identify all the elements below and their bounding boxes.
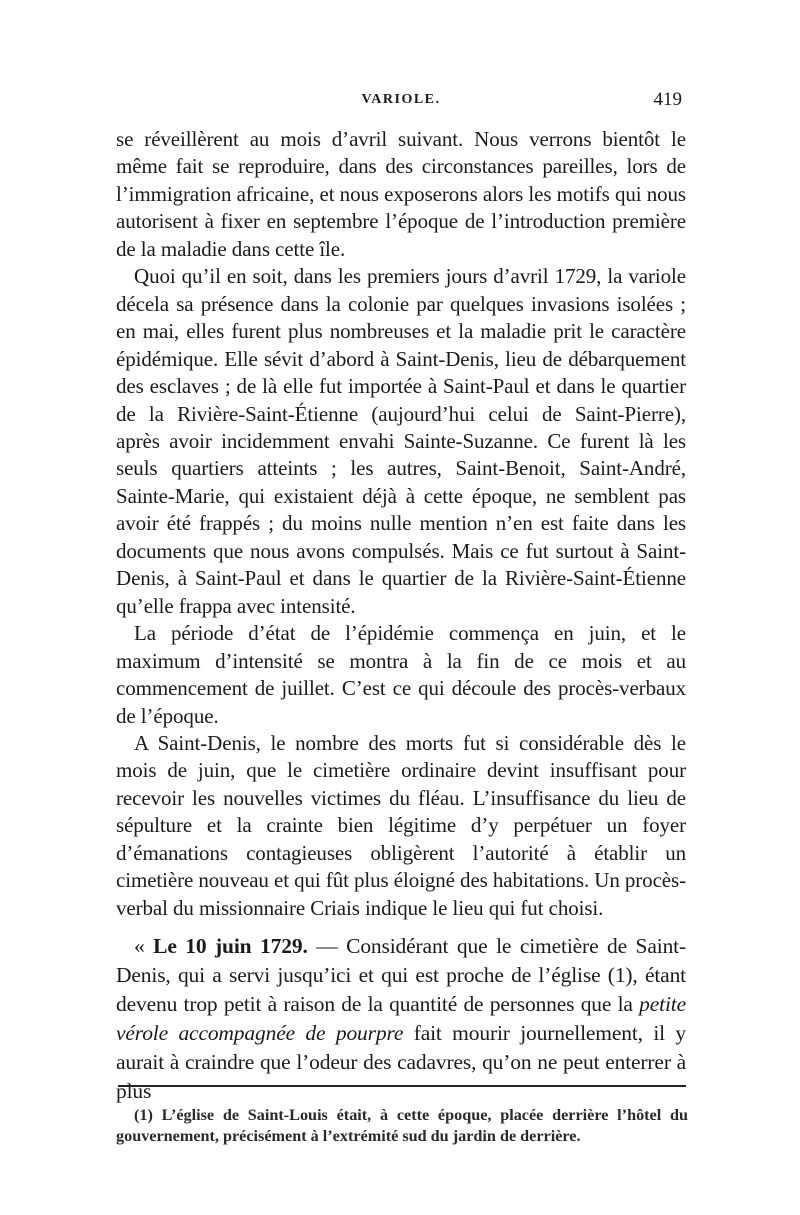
paragraph-continued: se réveillèrent au mois d’avril suivant. Nous verrons bientôt le même fait se reproduire, dans des circonstances pareilles, lors de l’immigration africaine, et nous exposerons alors les motifs qui nous autorisent à fixer en septembre l’époque de l’introduction première de la maladie dans cette île.	[116, 127, 686, 261]
quote-open-mark: «	[134, 934, 154, 958]
quote-text-part-2: fait mourir journellement, il y aurait à craindre que l’odeur des cadavres, qu’on ne peut enterrer à plus	[116, 1021, 687, 1103]
quote-text-part-1: — Considérant que le cimetière de Saint-Denis, qui a servi jusqu’ici et qui est proche de l’église (1), étant devenu trop petit à raison de la quantité de personnes que la	[116, 934, 687, 1016]
footnote-text: (1) L’église de Saint-Louis était, à cette époque, placée derrière l’hôtel du gouvernement, précisément à l’extrémité sud du jardin de derrière.	[116, 1106, 688, 1145]
footnote	[116, 1105, 688, 1147]
paragraph-epidemic-peak: La période d’état de l’épidémie commença en juin, et le maximum d’intensité se montra à la fin de ce mois et au commencement de juillet. C’est ce qui découle des procès-verbaux de l’époque.	[116, 621, 686, 728]
quoted-proces-verbal	[116, 932, 686, 1106]
quote-date: Le 10 juin 1729.	[153, 934, 308, 958]
running-title: VARIOLE.	[361, 92, 441, 107]
quote-paragraph	[116, 932, 686, 1106]
quote-emphasis: petite vérole accompagnée de pourpre	[116, 992, 686, 1045]
body-text	[116, 126, 686, 922]
paragraph-saint-denis: A Saint-Denis, le nombre des morts fut si considérable dès le mois de juin, que le cimetière ordinaire devint insuffisant pour recevoir les nouvelles victimes du fléau. L’insuffisance du lieu de sépulture et la crainte bien légitime d’y perpétuer un foyer d’émanations contagieuses obligèrent l’autorité à établir un cimetière nouveau et qui fût plus éloigné des habitations. Un procès-verbal du missionnaire Criais indique le lieu qui fut choisi.	[116, 730, 686, 920]
page-number: 419	[653, 89, 682, 110]
running-head	[118, 89, 684, 114]
paragraph-epidemic-onset: Quoi qu’il en soit, dans les premiers jours d’avril 1729, la variole décela sa présence dans la colonie par quelques invasions isolées ; en mai, elles furent plus nombreuses et la maladie prit le caractère épidémique. Elle sévit d’abord à Saint-Denis, lieu de débarquement des esclaves ; de là elle fut importée à Saint-Paul et dans le quartier de la Rivière-Saint-Étienne (aujourd’hui celui de Saint-Pierre), après avoir incidemment envahi Sainte-Suzanne. Ce furent là les seuls quartiers atteints ; les autres, Saint-Benoit, Saint-André, Sainte-Marie, qui existaient déjà à cette époque, ne semblent pas avoir été frappés ; du moins nulle mention n’en est faite dans les documents que nous avons compulsés. Mais ce fut surtout à Saint-Denis, à Saint-Paul et dans le quartier de la Rivière-Saint-Étienne qu’elle frappa avec intensité.	[116, 264, 686, 618]
footnote-divider	[118, 1085, 686, 1087]
